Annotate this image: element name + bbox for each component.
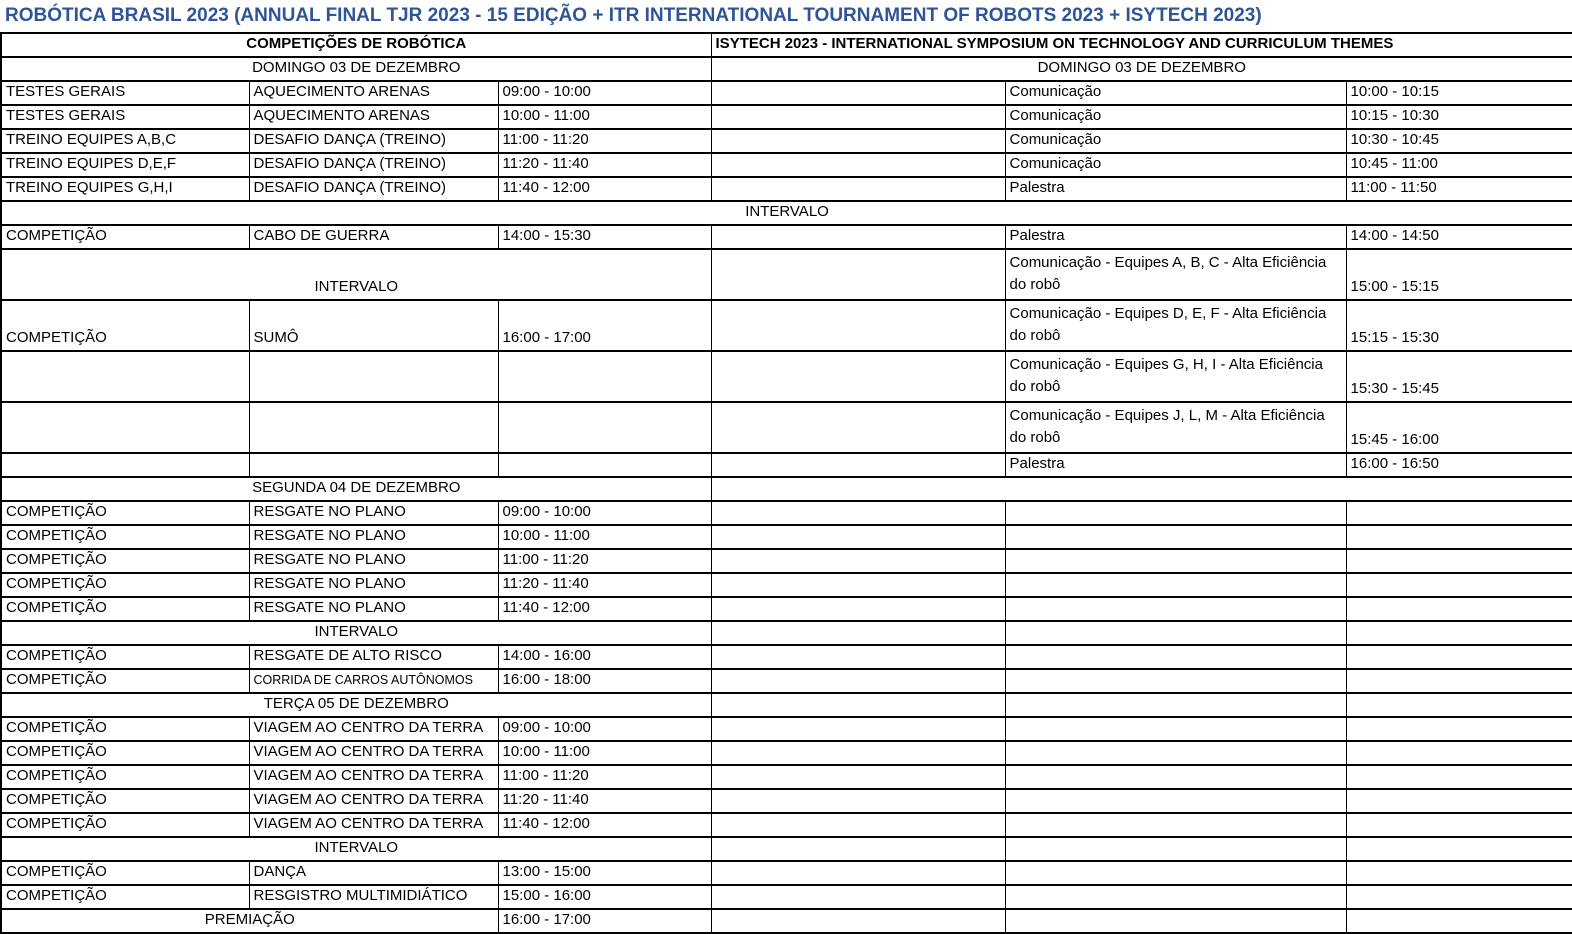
day-header: DOMINGO 03 DE DEZEMBRO bbox=[711, 57, 1572, 81]
symposium-col1-cell bbox=[711, 621, 1005, 645]
event-cell: COMPETIÇÃO bbox=[1, 597, 249, 621]
activity-cell: CABO DE GUERRA bbox=[249, 225, 498, 249]
symposium-activity-cell bbox=[1005, 837, 1346, 861]
table-row bbox=[1, 33, 1572, 57]
symposium-col1-cell bbox=[711, 249, 1005, 300]
time-cell: 11:40 - 12:00 bbox=[498, 597, 711, 621]
activity-cell bbox=[249, 351, 498, 402]
time-cell: 11:20 - 11:40 bbox=[498, 789, 711, 813]
time-cell: 16:00 - 17:00 bbox=[498, 300, 711, 351]
event-cell bbox=[1, 453, 249, 477]
symposium-spacer-cell bbox=[711, 477, 1572, 501]
time-cell: 09:00 - 10:00 bbox=[498, 501, 711, 525]
symposium-time-cell bbox=[1346, 861, 1572, 885]
symposium-time-cell bbox=[1346, 837, 1572, 861]
symposium-col1-cell bbox=[711, 225, 1005, 249]
table-row bbox=[1, 813, 1572, 837]
symposium-col1-cell bbox=[711, 573, 1005, 597]
activity-cell: RESGATE NO PLANO bbox=[249, 501, 498, 525]
table-row bbox=[1, 549, 1572, 573]
activity-cell: DESAFIO DANÇA (TREINO) bbox=[249, 129, 498, 153]
symposium-activity-cell: Comunicação - Equipes D, E, F - Alta Eficiência do robô bbox=[1005, 300, 1346, 351]
activity-cell: VIAGEM AO CENTRO DA TERRA bbox=[249, 765, 498, 789]
table-row bbox=[1, 501, 1572, 525]
event-cell: COMPETIÇÃO bbox=[1, 885, 249, 909]
symposium-col1-cell bbox=[711, 81, 1005, 105]
table-row bbox=[1, 693, 1572, 717]
symposium-time-cell bbox=[1346, 669, 1572, 693]
event-cell: COMPETIÇÃO bbox=[1, 573, 249, 597]
symposium-col1-cell bbox=[711, 645, 1005, 669]
symposium-col1-cell bbox=[711, 717, 1005, 741]
symposium-col1-cell bbox=[711, 669, 1005, 693]
symposium-col1-cell bbox=[711, 693, 1005, 717]
symposium-time-cell: 10:15 - 10:30 bbox=[1346, 105, 1572, 129]
symposium-time-cell: 15:30 - 15:45 bbox=[1346, 351, 1572, 402]
symposium-col1-cell bbox=[711, 129, 1005, 153]
event-cell: COMPETIÇÃO bbox=[1, 225, 249, 249]
day-header: DOMINGO 03 DE DEZEMBRO bbox=[1, 57, 711, 81]
event-cell: COMPETIÇÃO bbox=[1, 300, 249, 351]
symposium-activity-cell bbox=[1005, 765, 1346, 789]
time-cell: 09:00 - 10:00 bbox=[498, 81, 711, 105]
table-row bbox=[1, 177, 1572, 201]
symposium-col1-cell bbox=[711, 105, 1005, 129]
event-cell: COMPETIÇÃO bbox=[1, 813, 249, 837]
symposium-time-cell bbox=[1346, 813, 1572, 837]
time-cell bbox=[498, 402, 711, 453]
activity-cell: RESGATE DE ALTO RISCO bbox=[249, 645, 498, 669]
section-header-left: COMPETIÇÕES DE ROBÓTICA bbox=[1, 33, 711, 57]
activity-cell: VIAGEM AO CENTRO DA TERRA bbox=[249, 813, 498, 837]
table-row bbox=[1, 885, 1572, 909]
time-cell: 16:00 - 18:00 bbox=[498, 669, 711, 693]
activity-cell: AQUECIMENTO ARENAS bbox=[249, 105, 498, 129]
activity-cell: VIAGEM AO CENTRO DA TERRA bbox=[249, 717, 498, 741]
time-cell: 09:00 - 10:00 bbox=[498, 717, 711, 741]
symposium-activity-cell bbox=[1005, 885, 1346, 909]
time-cell: 14:00 - 15:30 bbox=[498, 225, 711, 249]
page-title: ROBÓTICA BRASIL 2023 (ANNUAL FINAL TJR 2023 - 15 EDIÇÃO + ITR INTERNATIONAL TOURNAMENT OF ROBOTS 2023 + ISYTECH 2023) bbox=[5, 5, 1262, 26]
activity-cell bbox=[249, 402, 498, 453]
symposium-activity-cell bbox=[1005, 693, 1346, 717]
table-row bbox=[1, 645, 1572, 669]
time-cell: 11:00 - 11:20 bbox=[498, 129, 711, 153]
table-row bbox=[1, 789, 1572, 813]
event-cell: TREINO EQUIPES G,H,I bbox=[1, 177, 249, 201]
symposium-col1-cell bbox=[711, 549, 1005, 573]
time-cell: 11:40 - 12:00 bbox=[498, 177, 711, 201]
table-row bbox=[1, 81, 1572, 105]
interval-label: INTERVALO bbox=[1, 837, 711, 861]
symposium-time-cell bbox=[1346, 573, 1572, 597]
symposium-time-cell: 14:00 - 14:50 bbox=[1346, 225, 1572, 249]
symposium-activity-cell: Comunicação bbox=[1005, 129, 1346, 153]
symposium-col1-cell bbox=[711, 597, 1005, 621]
table-row bbox=[1, 105, 1572, 129]
event-cell: COMPETIÇÃO bbox=[1, 549, 249, 573]
time-cell: 11:20 - 11:40 bbox=[498, 573, 711, 597]
event-cell bbox=[1, 402, 249, 453]
event-cell: COMPETIÇÃO bbox=[1, 789, 249, 813]
table-row bbox=[1, 621, 1572, 645]
symposium-time-cell bbox=[1346, 717, 1572, 741]
symposium-time-cell bbox=[1346, 645, 1572, 669]
symposium-activity-cell: Comunicação bbox=[1005, 153, 1346, 177]
activity-cell: VIAGEM AO CENTRO DA TERRA bbox=[249, 789, 498, 813]
table-row bbox=[1, 741, 1572, 765]
symposium-col1-cell bbox=[711, 402, 1005, 453]
interval-label: INTERVALO bbox=[1, 249, 711, 300]
activity-cell: RESGISTRO MULTIMIDIÁTICO bbox=[249, 885, 498, 909]
table-row bbox=[1, 249, 1572, 300]
activity-cell: RESGATE NO PLANO bbox=[249, 573, 498, 597]
symposium-time-cell bbox=[1346, 885, 1572, 909]
time-cell: 14:00 - 16:00 bbox=[498, 645, 711, 669]
symposium-activity-cell bbox=[1005, 621, 1346, 645]
activity-cell: DESAFIO DANÇA (TREINO) bbox=[249, 153, 498, 177]
time-cell: 15:00 - 16:00 bbox=[498, 885, 711, 909]
symposium-col1-cell bbox=[711, 153, 1005, 177]
table-row bbox=[1, 225, 1572, 249]
time-cell: 10:00 - 11:00 bbox=[498, 525, 711, 549]
symposium-activity-cell bbox=[1005, 717, 1346, 741]
symposium-time-cell bbox=[1346, 765, 1572, 789]
table-row bbox=[1, 153, 1572, 177]
event-cell: COMPETIÇÃO bbox=[1, 741, 249, 765]
symposium-col1-cell bbox=[711, 525, 1005, 549]
event-cell: COMPETIÇÃO bbox=[1, 525, 249, 549]
activity-cell: RESGATE NO PLANO bbox=[249, 597, 498, 621]
table-row bbox=[1, 573, 1572, 597]
event-cell bbox=[1, 351, 249, 402]
symposium-activity-cell: Palestra bbox=[1005, 225, 1346, 249]
symposium-time-cell bbox=[1346, 525, 1572, 549]
symposium-col1-cell bbox=[711, 300, 1005, 351]
day-header: SEGUNDA 04 DE DEZEMBRO bbox=[1, 477, 711, 501]
table-row bbox=[1, 669, 1572, 693]
symposium-time-cell bbox=[1346, 909, 1572, 933]
symposium-time-cell bbox=[1346, 597, 1572, 621]
symposium-activity-cell: Comunicação - Equipes A, B, C - Alta Eficiência do robô bbox=[1005, 249, 1346, 300]
event-cell: COMPETIÇÃO bbox=[1, 765, 249, 789]
table-row bbox=[1, 201, 1572, 225]
symposium-col1-cell bbox=[711, 813, 1005, 837]
time-cell bbox=[498, 351, 711, 402]
event-cell: TREINO EQUIPES D,E,F bbox=[1, 153, 249, 177]
time-cell: 10:00 - 11:00 bbox=[498, 105, 711, 129]
event-cell: COMPETIÇÃO bbox=[1, 501, 249, 525]
symposium-time-cell: 10:30 - 10:45 bbox=[1346, 129, 1572, 153]
symposium-time-cell bbox=[1346, 549, 1572, 573]
event-cell: COMPETIÇÃO bbox=[1, 669, 249, 693]
event-cell: COMPETIÇÃO bbox=[1, 717, 249, 741]
symposium-activity-cell bbox=[1005, 861, 1346, 885]
symposium-activity-cell bbox=[1005, 549, 1346, 573]
symposium-activity-cell bbox=[1005, 525, 1346, 549]
table-row bbox=[1, 909, 1572, 933]
symposium-time-cell bbox=[1346, 741, 1572, 765]
table-row bbox=[1, 477, 1572, 501]
symposium-activity-cell bbox=[1005, 669, 1346, 693]
interval-label: INTERVALO bbox=[1, 621, 711, 645]
table-row bbox=[1, 861, 1572, 885]
symposium-activity-cell bbox=[1005, 645, 1346, 669]
table-row bbox=[1, 351, 1572, 402]
table-row bbox=[1, 57, 1572, 81]
event-cell: TREINO EQUIPES A,B,C bbox=[1, 129, 249, 153]
symposium-activity-cell bbox=[1005, 741, 1346, 765]
table-row bbox=[1, 837, 1572, 861]
table-row bbox=[1, 300, 1572, 351]
symposium-col1-cell bbox=[711, 351, 1005, 402]
time-cell: 16:00 - 17:00 bbox=[498, 909, 711, 933]
symposium-col1-cell bbox=[711, 861, 1005, 885]
table-row bbox=[1, 525, 1572, 549]
symposium-activity-cell bbox=[1005, 909, 1346, 933]
activity-cell: RESGATE NO PLANO bbox=[249, 525, 498, 549]
event-cell: TESTES GERAIS bbox=[1, 81, 249, 105]
symposium-activity-cell: Comunicação - Equipes G, H, I - Alta Eficiência do robô bbox=[1005, 351, 1346, 402]
symposium-time-cell bbox=[1346, 789, 1572, 813]
symposium-time-cell bbox=[1346, 501, 1572, 525]
symposium-col1-cell bbox=[711, 453, 1005, 477]
table-row bbox=[1, 402, 1572, 453]
symposium-time-cell: 11:00 - 11:50 bbox=[1346, 177, 1572, 201]
event-cell: COMPETIÇÃO bbox=[1, 861, 249, 885]
time-cell bbox=[498, 453, 711, 477]
activity-cell: DESAFIO DANÇA (TREINO) bbox=[249, 177, 498, 201]
symposium-activity-cell: Palestra bbox=[1005, 453, 1346, 477]
interval-label: INTERVALO bbox=[1, 201, 1572, 225]
table-row bbox=[1, 765, 1572, 789]
symposium-time-cell bbox=[1346, 693, 1572, 717]
symposium-activity-cell bbox=[1005, 813, 1346, 837]
symposium-col1-cell bbox=[711, 789, 1005, 813]
symposium-time-cell: 15:00 - 15:15 bbox=[1346, 249, 1572, 300]
time-cell: 13:00 - 15:00 bbox=[498, 861, 711, 885]
activity-cell: DANÇA bbox=[249, 861, 498, 885]
section-header-right: ISYTECH 2023 - INTERNATIONAL SYMPOSIUM ON TECHNOLOGY AND CURRICULUM THEMES bbox=[711, 33, 1572, 57]
symposium-time-cell: 10:45 - 11:00 bbox=[1346, 153, 1572, 177]
activity-cell bbox=[249, 453, 498, 477]
activity-cell: RESGATE NO PLANO bbox=[249, 549, 498, 573]
award-label: PREMIAÇÃO bbox=[1, 909, 498, 933]
event-cell: COMPETIÇÃO bbox=[1, 645, 249, 669]
table-row bbox=[1, 129, 1572, 153]
event-cell: TESTES GERAIS bbox=[1, 105, 249, 129]
symposium-activity-cell bbox=[1005, 597, 1346, 621]
time-cell: 11:00 - 11:20 bbox=[498, 765, 711, 789]
symposium-activity-cell bbox=[1005, 501, 1346, 525]
symposium-col1-cell bbox=[711, 837, 1005, 861]
table-row bbox=[1, 453, 1572, 477]
day-header: TERÇA 05 DE DEZEMBRO bbox=[1, 693, 711, 717]
symposium-col1-cell bbox=[711, 501, 1005, 525]
symposium-time-cell: 15:15 - 15:30 bbox=[1346, 300, 1572, 351]
symposium-activity-cell: Palestra bbox=[1005, 177, 1346, 201]
symposium-col1-cell bbox=[711, 765, 1005, 789]
time-cell: 11:40 - 12:00 bbox=[498, 813, 711, 837]
symposium-col1-cell bbox=[711, 177, 1005, 201]
symposium-col1-cell bbox=[711, 885, 1005, 909]
symposium-time-cell: 16:00 - 16:50 bbox=[1346, 453, 1572, 477]
activity-cell: AQUECIMENTO ARENAS bbox=[249, 81, 498, 105]
table-row bbox=[1, 717, 1572, 741]
symposium-activity-cell bbox=[1005, 789, 1346, 813]
schedule-table-body bbox=[1, 33, 1572, 933]
activity-cell: CORRIDA DE CARROS AUTÔNOMOS bbox=[249, 669, 498, 693]
table-row bbox=[1, 597, 1572, 621]
activity-cell: VIAGEM AO CENTRO DA TERRA bbox=[249, 741, 498, 765]
symposium-activity-cell bbox=[1005, 573, 1346, 597]
symposium-activity-cell: Comunicação - Equipes J, L, M - Alta Eficiência do robô bbox=[1005, 402, 1346, 453]
symposium-activity-cell: Comunicação bbox=[1005, 81, 1346, 105]
time-cell: 11:20 - 11:40 bbox=[498, 153, 711, 177]
symposium-col1-cell bbox=[711, 909, 1005, 933]
time-cell: 11:00 - 11:20 bbox=[498, 549, 711, 573]
symposium-activity-cell: Comunicação bbox=[1005, 105, 1346, 129]
activity-cell: SUMÔ bbox=[249, 300, 498, 351]
time-cell: 10:00 - 11:00 bbox=[498, 741, 711, 765]
symposium-time-cell: 10:00 - 10:15 bbox=[1346, 81, 1572, 105]
schedule-table bbox=[0, 32, 1572, 934]
symposium-time-cell bbox=[1346, 621, 1572, 645]
symposium-col1-cell bbox=[711, 741, 1005, 765]
symposium-time-cell: 15:45 - 16:00 bbox=[1346, 402, 1572, 453]
